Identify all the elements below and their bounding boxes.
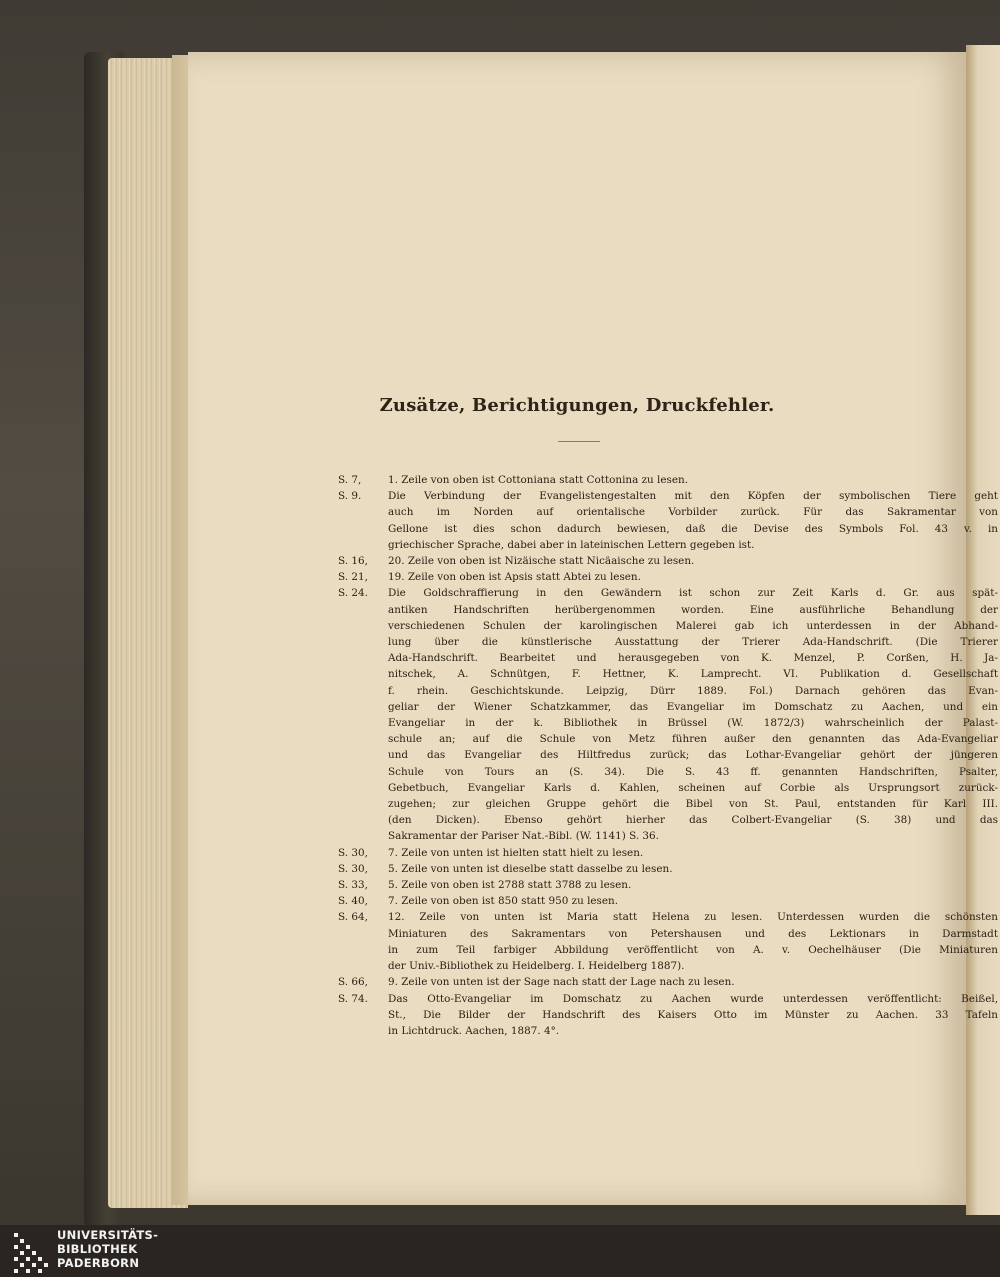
- errata-text-line: und das Evangeliar des Hiltfredus zurück; das Lothar-Evangeliar gehört der jüngeren: [388, 749, 998, 762]
- errata-text-line: Miniaturen des Sakramentars von Petershausen und des Lektionars in Darmstadt: [388, 927, 998, 940]
- library-footer: [0, 1225, 1000, 1277]
- errata-text-line: f. rhein. Geschichtskunde. Leipzig, Dürr 1889. Fol.) Darnach gehören das Evan-: [388, 684, 998, 697]
- library-name-line: UNIVERSITÄTS-: [57, 1228, 159, 1242]
- errata-text-line: 9. Zeile von unten ist der Sage nach statt der Lage nach zu lesen.: [388, 976, 735, 989]
- errata-text-line: 5. Zeile von unten ist dieselbe statt dasselbe zu lesen.: [388, 862, 673, 875]
- errata-page-ref: S. 30,: [338, 862, 368, 875]
- errata-text-line: Gebetbuch, Evangeliar Karls d. Kahlen, scheinen auf Corbie als Ursprungsort zurück-: [388, 781, 998, 794]
- errata-text-line: Ada-Handschrift. Bearbeitet und herausgegeben von K. Menzel, P. Corßen, H. Ja-: [388, 652, 998, 665]
- errata-text-line: der Univ.-Bibliothek zu Heidelberg. I. Heidelberg 1887).: [388, 960, 685, 973]
- library-name-line: PADERBORN: [57, 1256, 140, 1270]
- errata-text-line: 20. Zeile von oben ist Nizäische statt Nicäaische zu lesen.: [388, 555, 695, 568]
- page-title: Zusätze, Berichtigungen, Druckfehler.: [379, 395, 775, 416]
- errata-entry: [338, 472, 998, 488]
- errata-text-line: Sakramentar der Pariser Nat.-Bibl. (W. 1141) S. 36.: [388, 830, 659, 843]
- errata-page-ref: S. 7,: [338, 474, 362, 486]
- errata-text-line: St., Die Bilder der Handschrift des Kaisers Otto im Münster zu Aachen. 33 Tafeln: [388, 1008, 998, 1021]
- errata-text-line: in zum Teil farbiger Abbildung veröffentlicht von A. v. Oechelhäuser (Die Miniaturen: [388, 943, 998, 956]
- title-divider: [558, 441, 600, 442]
- errata-text-line: geliar der Wiener Schatzkammer, das Evangeliar im Domschatz zu Aachen, und ein: [388, 700, 998, 713]
- errata-text-line: 1. Zeile von oben ist Cottoniana statt Cottonina zu lesen.: [388, 474, 688, 486]
- errata-entry: [338, 553, 998, 569]
- errata-text-line: schule an; auf die Schule von Metz führen außer den genannten das Ada-Evangeliar: [388, 733, 998, 746]
- errata-page-ref: S. 9.: [338, 490, 362, 503]
- errata-text-line: (den Dicken). Ebenso gehört hierher das Colbert-Evangeliar (S. 38) und das: [388, 814, 998, 827]
- errata-page-ref: S. 64,: [338, 911, 368, 924]
- errata-text-line: 7. Zeile von oben ist 850 statt 950 zu lesen.: [388, 895, 619, 908]
- errata-text-line: Schule von Tours an (S. 34). Die S. 43 ff. genannten Handschriften, Psalter,: [388, 765, 998, 778]
- errata-list: [338, 472, 998, 1039]
- library-name: [57, 1228, 158, 1270]
- errata-entry: [338, 488, 998, 553]
- errata-page-ref: S. 21,: [338, 571, 368, 584]
- errata-text-line: auch im Norden auf orientalische Vorbilder zurück. Für das Sakramentar von: [388, 506, 998, 519]
- errata-text-line: 7. Zeile von unten ist hielten statt hielt zu lesen.: [388, 846, 644, 859]
- errata-entry: [338, 569, 998, 585]
- library-name-line: BIBLIOTHEK: [57, 1242, 138, 1256]
- errata-text-line: Die Goldschraffierung in den Gewändern ist schon zur Zeit Karls d. Gr. aus spät-: [388, 587, 998, 600]
- errata-page-ref: S. 66,: [338, 976, 368, 989]
- errata-entry: [338, 585, 998, 844]
- errata-text-line: 12. Zeile von unten ist Maria statt Helena zu lesen. Unterdessen wurden die schönsten: [388, 911, 998, 924]
- errata-text-line: griechischer Sprache, dabei aber in lateinischen Lettern gegeben ist.: [388, 538, 755, 551]
- errata-text-line: antiken Handschriften herübergenommen worden. Eine ausführliche Behandlung der: [388, 603, 998, 616]
- errata-text-line: Gellone ist dies schon dadurch bewiesen, daß die Devise des Symbols Fol. 43 v. in: [388, 522, 998, 535]
- errata-text-line: Das Otto-Evangeliar im Domschatz zu Aachen wurde unterdessen veröffentlicht: Beißel,: [388, 992, 998, 1005]
- university-library-logo-icon: [12, 1231, 50, 1273]
- errata-entry: [338, 909, 998, 974]
- book-page: [188, 52, 998, 1205]
- errata-entry: [338, 991, 998, 1040]
- errata-page-ref: S. 30,: [338, 846, 368, 859]
- errata-entry: [338, 974, 998, 990]
- errata-text-line: zugehen; zur gleichen Gruppe gehört die Bibel von St. Paul, entstanden für Karl III.: [388, 798, 998, 811]
- errata-page-ref: S. 40,: [338, 895, 368, 908]
- errata-text-line: 5. Zeile von oben ist 2788 statt 3788 zu lesen.: [388, 879, 632, 892]
- errata-page-ref: S. 16,: [338, 555, 368, 568]
- errata-text-line: in Lichtdruck. Aachen, 1887. 4°.: [388, 1024, 560, 1037]
- errata-text-line: 19. Zeile von oben ist Apsis statt Abtei zu lesen.: [388, 571, 641, 584]
- errata-page-ref: S. 33,: [338, 879, 368, 892]
- errata-entry: [338, 861, 998, 877]
- errata-entry: [338, 893, 998, 909]
- errata-text-line: Die Verbindung der Evangelistengestalten mit den Köpfen der symbolischen Tiere geht: [388, 490, 998, 503]
- errata-text-line: lung über die künstlerische Ausstattung der Trierer Ada-Handschrift. (Die Trierer: [388, 636, 998, 649]
- errata-page-ref: S. 24.: [338, 587, 368, 600]
- errata-page-ref: S. 74.: [338, 992, 368, 1005]
- errata-text-line: verschiedenen Schulen der karolingischen Malerei gab ich unterdessen in der Abhand-: [388, 619, 998, 632]
- errata-text-line: nitschek, A. Schnütgen, F. Hettner, K. Lamprecht. VI. Publikation d. Gesellschaft: [388, 668, 998, 681]
- errata-entry: [338, 877, 998, 893]
- errata-entry: [338, 845, 998, 861]
- errata-text-line: Evangeliar in der k. Bibliothek in Brüssel (W. 1872/3) wahrscheinlich der Palast-: [388, 717, 998, 730]
